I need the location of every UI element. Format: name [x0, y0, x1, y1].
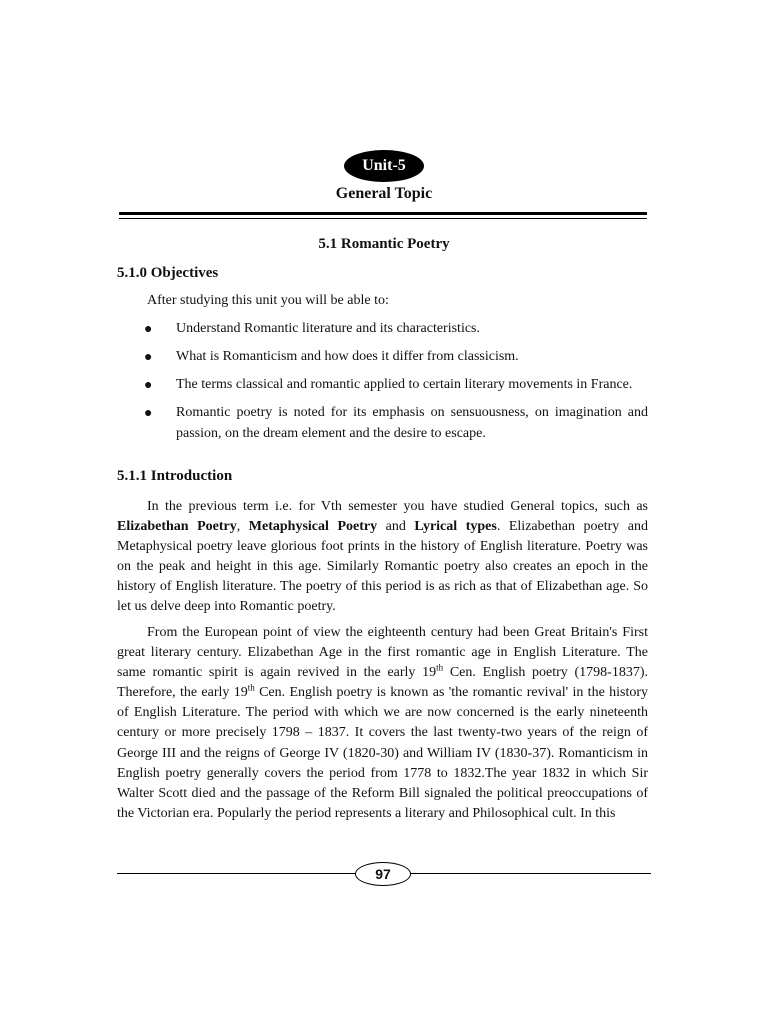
- introduction-paragraph-2: [117, 623, 648, 824]
- objectives-lead: After studying this unit you will be able to:: [147, 293, 389, 308]
- page-number: 97: [355, 862, 411, 886]
- superscript: th: [436, 662, 444, 673]
- introduction-heading: 5.1.1 Introduction: [117, 468, 233, 484]
- bold-term: Lyrical types: [414, 519, 497, 535]
- paragraph-text: Cen. English poetry (1798-1837). Therefore, the early 19: [117, 665, 648, 701]
- list-item-text: The terms classical and romantic applied to certain literary movements in France.: [176, 377, 633, 392]
- bold-term: Elizabethan Poetry: [117, 519, 237, 535]
- paragraph-text: In the previous term i.e. for Vth semester you have studied General topics, such as: [147, 499, 648, 514]
- section-title: 5.1 Romantic Poetry: [318, 236, 450, 252]
- bullet-icon: ●: [144, 322, 153, 337]
- paragraph-text: . Elizabethan poetry and Metaphysical poetry leave glorious foot prints in the history of English literature. Poetry was on the peak and height in this age. Similarly Romantic poetry also creates an epoch in the history of English literature. The poetry of this period is as rich as that of Elizabethan age. So let us delve deep into Romantic poetry.: [117, 519, 649, 615]
- list-item: [140, 319, 648, 341]
- page-subtitle: General Topic: [335, 185, 433, 202]
- paragraph-text: From the European point of view the eighteenth century had been Great Britain's First great literary century. Elizabethan Age in the first romantic age in English Literature. The same romantic spirit is again revived in the early 19: [117, 625, 648, 681]
- bullet-icon: ●: [144, 378, 153, 393]
- bullet-icon: ●: [144, 350, 153, 365]
- list-item: [140, 347, 648, 369]
- list-item-text: Romantic poetry is noted for its emphasis on sensuousness, on imagination and passion, on the dream element and the desire to escape.: [176, 405, 648, 441]
- paragraph-text: and: [377, 519, 415, 535]
- superscript: th: [247, 682, 255, 693]
- list-item: [140, 403, 648, 444]
- list-item-text: What is Romanticism and how does it differ from classicism.: [176, 349, 519, 364]
- introduction-paragraph-1: [117, 497, 648, 618]
- list-item-text: Understand Romantic literature and its characteristics.: [176, 321, 481, 336]
- unit-badge: Unit-5: [344, 150, 424, 182]
- paragraph-text: Cen. English poetry is known as 'the romantic revival' in the history of English Literature. The period with which we are now concerned is the early nineteenth century or more precisely 1798 – 1837. It covers the last twenty-two years of the reign of George III and the reigns of George IV (1820-30) and William IV (1830-37). Romanticism in English poetry generally covers the period from 1778 to 1832.The year 1832 in which Sir Walter Scott died and the passage of the Reform Bill signaled the political preoccupations of the Victorian era. Popularly the period represents a literary and Philosophical cult. In this: [117, 685, 648, 821]
- list-item: [140, 375, 648, 397]
- paragraph-text: ,: [236, 519, 249, 535]
- objectives-list: [140, 319, 648, 450]
- objectives-heading: 5.1.0 Objectives: [117, 265, 219, 281]
- header-rule-thin: [119, 218, 647, 219]
- bullet-icon: ●: [144, 406, 153, 421]
- bold-term: Metaphysical Poetry: [248, 519, 378, 535]
- header-rule-thick: [119, 212, 647, 215]
